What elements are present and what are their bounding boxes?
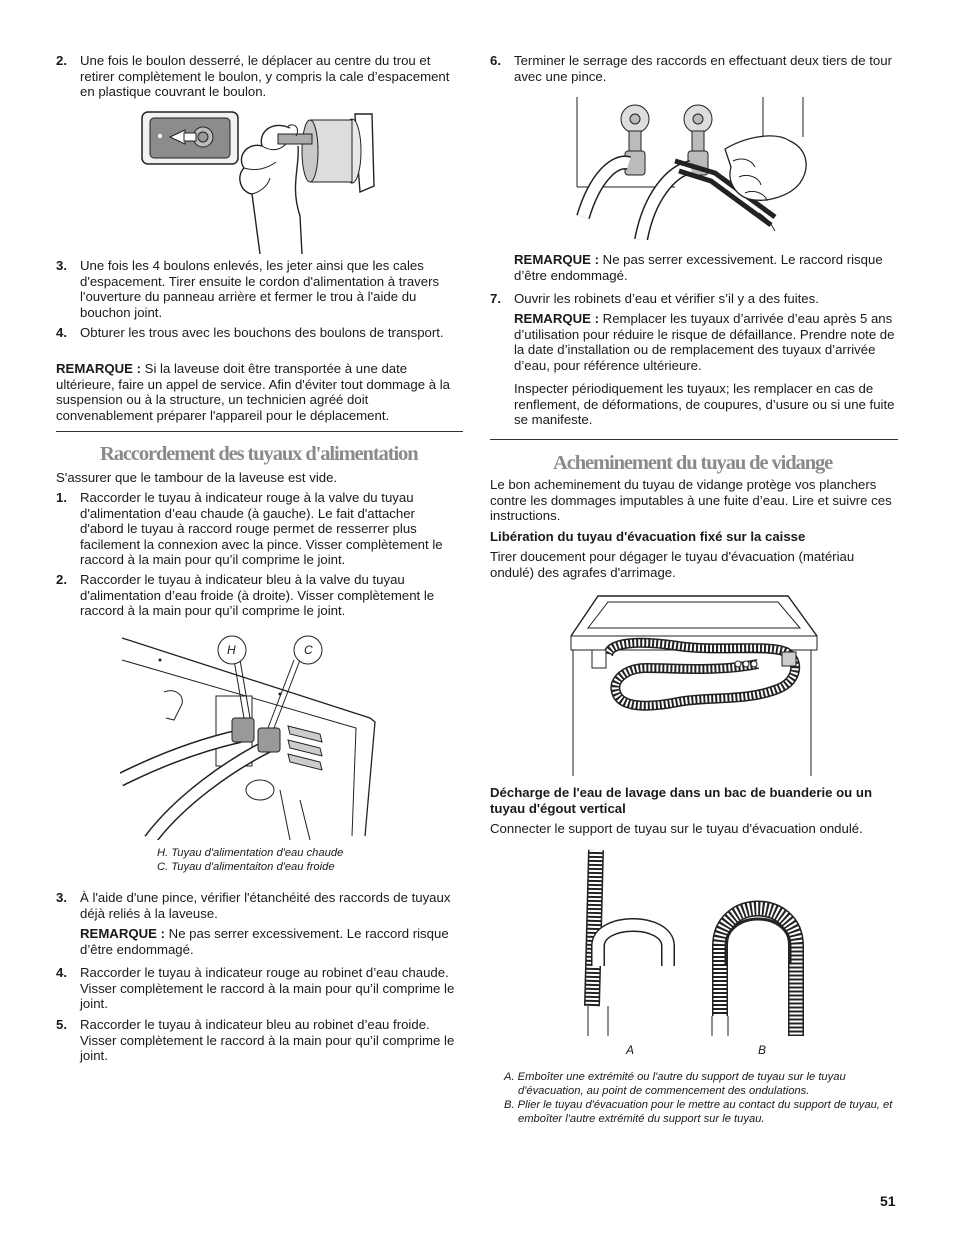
step-number: 3. (56, 258, 67, 273)
step-5 (80, 1017, 462, 1064)
step-2b (80, 572, 462, 619)
note-label: REMARQUE : (514, 252, 599, 267)
washer-drain-hose-illustration (568, 592, 820, 776)
section-intro (490, 477, 898, 524)
paragraph-text: Tirer doucement pour dégager le tuyau d'évacuation (matériau ondulé) des agrafes d'arrimage. (490, 549, 855, 580)
step-number: 5. (56, 1017, 67, 1032)
section-intro (56, 470, 462, 486)
inspect-paragraph (514, 381, 898, 428)
step-text: Obturer les trous avec les bouchons des boulons de transport. (80, 325, 444, 340)
step-number: 4. (56, 965, 67, 980)
page-number: 51 (880, 1193, 896, 1209)
step-number: 1. (56, 490, 67, 505)
caption-h: H. Tuyau d'alimentation d'eau chaude (157, 847, 344, 859)
note-label: REMARQUE : (514, 311, 599, 326)
step-3 (80, 258, 462, 320)
remarque-note (514, 252, 898, 283)
note-label: REMARQUE : (56, 361, 141, 376)
note-text: Remplacer les tuyaux d’arrivée d’eau après 5 ans d’utilisation pour réduire le risque de défaillance. Prendre note de la date d’installation ou de remplacement des tuyaux d’arrivée d’eau, pour référence ultérieure. (514, 311, 895, 373)
step-2 (80, 53, 462, 100)
step-7 (514, 291, 898, 307)
step-text: Raccorder le tuyau à indicateur rouge à la valve du tuyau d'alimentation d’eau chaude (à gauche). Le fait d'attacher d'abord le tuyau à raccord rouge permet de resserrer plus facilement la connexion avec la pince. Visser complètement le raccord à la main pour qu’il comprime le joint. (80, 490, 443, 568)
inspect-text: Inspecter périodiquement les tuyaux; les remplacer en cas de renflement, de déformations, de coupures, d’usure ou si une fuite se manifeste. (514, 381, 895, 428)
subheading (490, 785, 898, 816)
label-a: A (626, 1043, 635, 1057)
label-b: B (758, 1043, 767, 1057)
step-number: 7. (490, 291, 501, 306)
note-text: Ne pas serrer excessivement. Le raccord risque d’être endommagé. (514, 252, 883, 283)
step-number: 3. (56, 890, 67, 905)
caption-b: B. Plier le tuyau d'évacuation pour le mettre au contact du support de tuyau, et emboîter l'autre extrémité du support sur le tuyau. (504, 1099, 893, 1126)
figure-caption (157, 846, 457, 874)
note-text: Si la laveuse doit être transportée à une date ultérieure, faire un appel de service. Afin d'éviter tout dommage à la suspension ou à la structure, un technicien agréé doit convenablement préparer l'appareil pour le déplacement. (56, 361, 450, 423)
step-3b (80, 890, 462, 921)
step-number: 2. (56, 572, 67, 587)
step-text: Ouvrir les robinets d’eau et vérifier s’il y a des fuites. (514, 291, 819, 306)
section-divider (490, 439, 898, 440)
step-number: 6. (490, 53, 501, 68)
label-c: C (304, 643, 313, 657)
step-4b (80, 965, 462, 1012)
remarque-note (514, 311, 898, 373)
hose-support-illustration (578, 846, 810, 1036)
note-label: REMARQUE : (80, 926, 165, 941)
step-text: Raccorder le tuyau à indicateur rouge au robinet d’eau chaude. Visser complètement le raccord à la main pour qu’il comprime le joint. (80, 965, 455, 1012)
intro-text: Le bon acheminement du tuyau de vidange protège vos planchers contre les dommages imputables à une fuite d’eau. Lire et suivre ces instructions. (490, 477, 892, 524)
section-heading: Raccordement des tuyaux d'alimentation (100, 443, 418, 465)
remarque-note (56, 361, 464, 423)
step-text: Terminer le serrage des raccords en effectuant deux tiers de tour avec une pince. (514, 53, 892, 84)
paragraph-text: Connecter le support de tuyau sur le tuyau d'évacuation ondulé. (490, 821, 863, 836)
caption-a: A. Emboîter une extrémité ou l'autre du support de tuyau sur le tuyau d'évacuation, au point de commencement des ondulations. (504, 1071, 846, 1098)
step-text: Raccorder le tuyau à indicateur bleu à la valve du tuyau d'alimentation d’eau froide (à droite). Visser complètement le raccord à la main pour qu’il comprime le joint. (80, 572, 435, 619)
inlet-hose-illustration (120, 630, 405, 840)
bolt-removal-illustration (140, 106, 380, 254)
step-text: Une fois les 4 boulons enlevés, les jeter ainsi que les cales d'espacement. Tirer ensuite le cordon d'alimentation à travers l'ouverture du panneau arrière et fermer le trou à l'aide du bouchon joint. (80, 258, 440, 320)
step-6 (514, 53, 898, 84)
section-heading: Acheminement du tuyau de vidange (553, 452, 833, 474)
step-1 (80, 490, 462, 568)
pliers-tightening-illustration (575, 97, 815, 240)
paragraph (490, 821, 898, 837)
section-divider (56, 431, 463, 432)
remarque-note (80, 926, 462, 957)
subheading (490, 529, 898, 545)
step-number: 2. (56, 53, 67, 68)
caption-c: C. Tuyau d'alimentaiton d'eau froide (157, 861, 335, 874)
subheading-text: Libération du tuyau d'évacuation fixé sur la caisse (490, 529, 806, 544)
paragraph (490, 549, 898, 580)
step-text: À l'aide d'une pince, vérifier l'étanchéité des raccords de tuyaux déjà reliés à la laveuse. (80, 890, 451, 921)
label-h: H (227, 643, 236, 657)
step-text: Une fois le boulon desserré, le déplacer au centre du trou et retirer complètement le boulon, y compris la cale d’espacement en plastique couvrant le boulon. (80, 53, 450, 100)
intro-text: S'assurer que le tambour de la laveuse est vide. (56, 470, 338, 485)
step-number: 4. (56, 325, 67, 340)
step-text: Raccorder le tuyau à indicateur bleu au robinet d’eau froide. Visser complètement le raccord à la main pour qu’il comprime le joint. (80, 1017, 455, 1064)
step-4 (80, 325, 462, 341)
note-text: Ne pas serrer excessivement. Le raccord risque d’être endommagé. (80, 926, 449, 957)
subheading-text: Décharge de l'eau de lavage dans un bac de buanderie ou un tuyau d'égout vertical (490, 785, 873, 816)
